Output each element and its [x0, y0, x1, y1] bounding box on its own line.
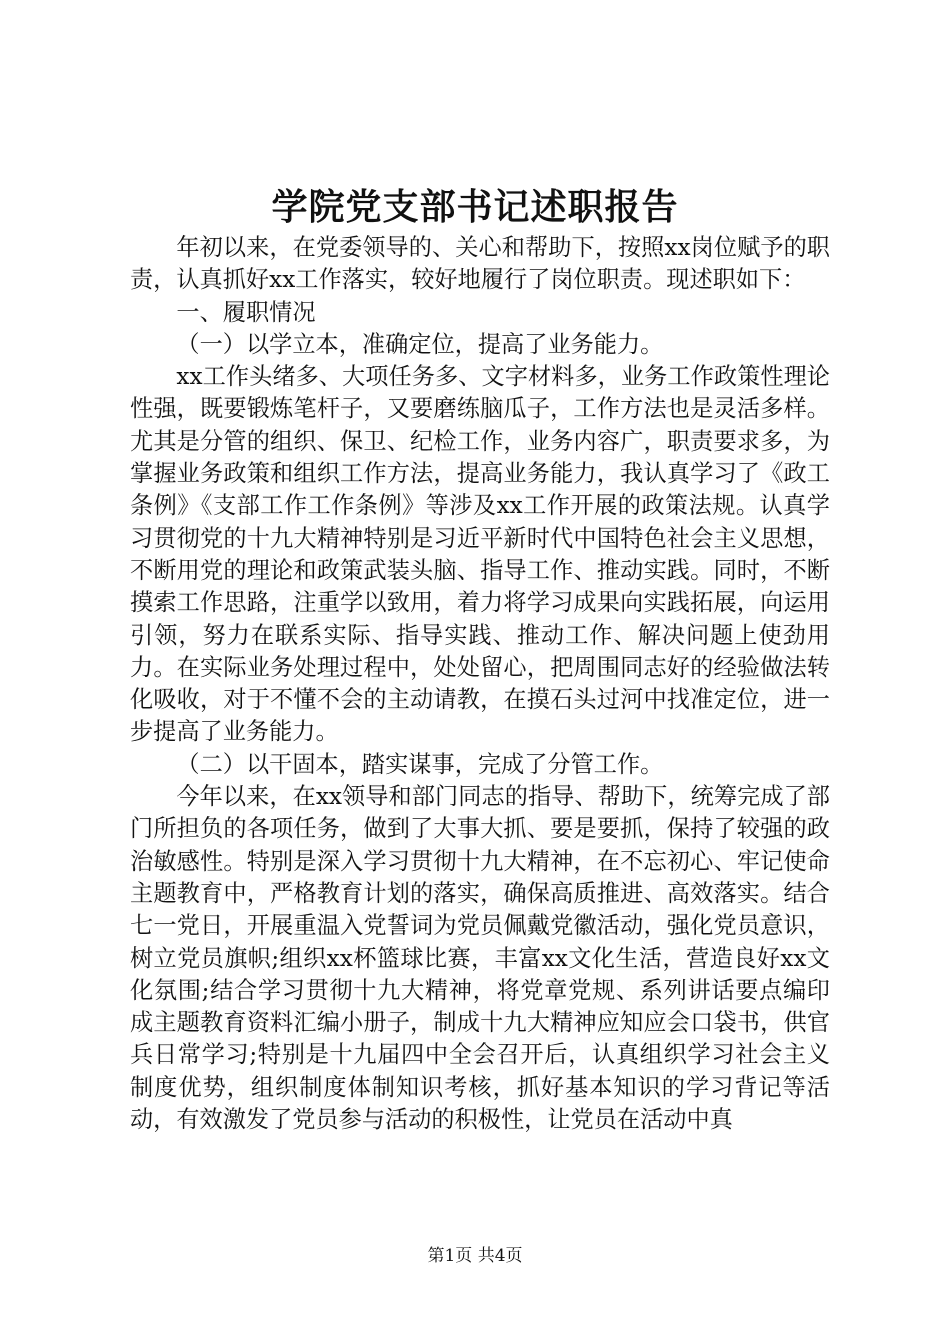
page-title: 学院党支部书记述职报告 — [271, 186, 679, 228]
section-heading-performance: 一、履职情况 — [176, 298, 316, 326]
subsection-heading-1: （一）以学立本，准确定位，提高了业务能力。 — [176, 330, 664, 358]
subsection-heading-2: （二）以干固本，踏实谋事，完成了分管工作。 — [176, 750, 664, 778]
intro-paragraph: 年初以来，在党委领导的、关心和帮助下，按照xx岗位赋予的职责，认真抓好xx工作落实，较好地履行了岗位职责。现述职如下： — [130, 234, 830, 294]
body-paragraph-2: 今年以来，在xx领导和部门同志的指导、帮助下，统筹完成了部门所担负的各项任务，做到了大事大抓、要是要抓，保持了较强的政治敏感性。特别是深入学习贯彻十九大精神，在不忘初心、牢记使命主题教育中，严格教育计划的落实，确保高质推进、高效落实。结合七一党日，开展重温入党誓词为党员佩戴党徽活动，强化党员意识，树立党员旗帜;组织xx杯篮球比赛，丰富xx文化生活，营造良好xx文化氛围;结合学习贯彻十九大精神，将党章党规、系列讲话要点编印成主题教育资料汇编小册子，制成十九大精神应知应会口袋书，供官兵日常学习;特别是十九届四中全会召开后，认真组织学习社会主义制度优势，组织制度体制知识考核，抓好基本知识的学习背记等活动，有效激发了党员参与活动的积极性，让党员在活动中真 — [130, 783, 830, 1134]
page-footer: 第1页 共4页 — [427, 1246, 523, 1266]
body-paragraph-1: xx工作头绪多、大项任务多、文字材料多，业务工作政策性理论性强，既要锻炼笔杆子，又要磨练脑瓜子，工作方法也是灵活多样。尤其是分管的组织、保卫、纪检工作，业务内容广，职责要求多，为掌握业务政策和组织工作方法，提高业务能力，我认真学习了《政工条例》《支部工作工作条例》等涉及xx工作开展的政策法规。认真学习贯彻党的十九大精神特别是习近平新时代中国特色社会主义思想，不断用党的理论和政策武装头脑、指导工作、推动实践。同时，不断摸索工作思路，注重学以致用，着力将学习成果向实践拓展，向运用引领，努力在联系实际、指导实践、推动工作、解决问题上使劲用力。在实际业务处理过程中，处处留心，把周围同志好的经验做法转化吸收，对于不懂不会的主动请教，在摸石头过河中找准定位，进一步提高了业务能力。 — [130, 363, 830, 746]
document-body — [130, 232, 830, 1136]
